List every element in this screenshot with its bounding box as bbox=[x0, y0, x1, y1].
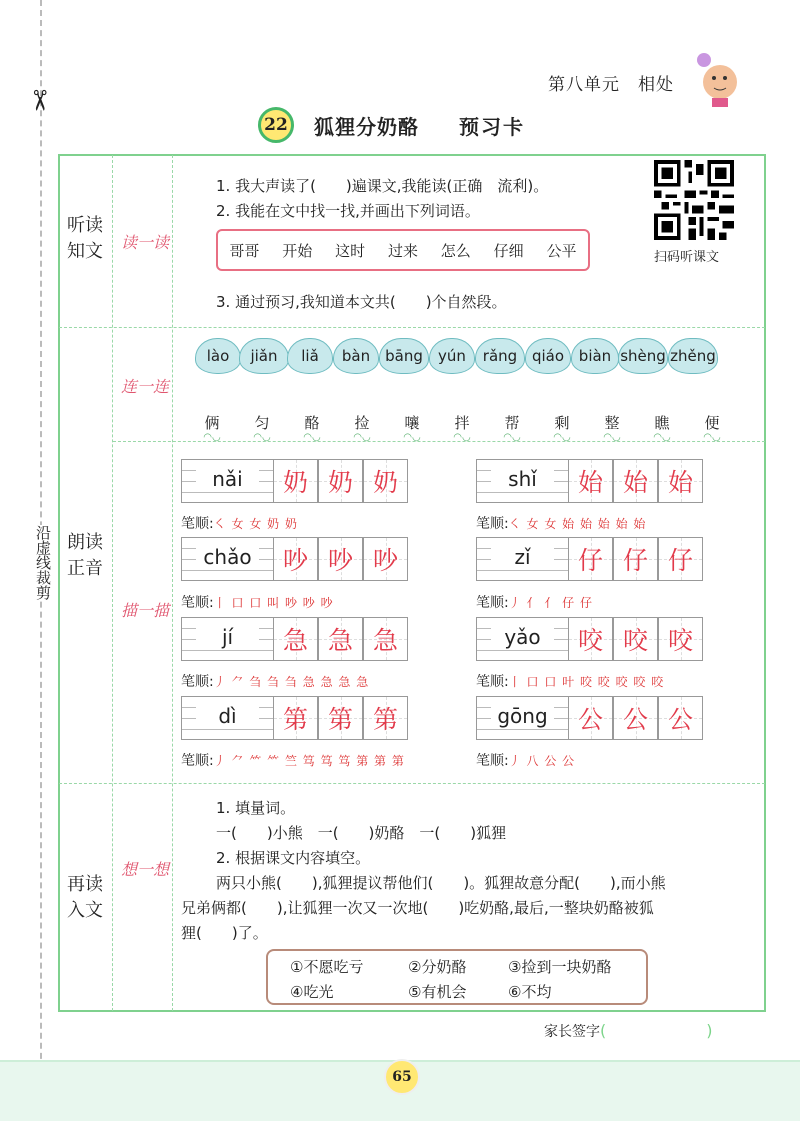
pinyin-box: dì bbox=[181, 696, 273, 740]
match-char[interactable]: 帮 bbox=[504, 414, 520, 432]
section-reread-label: 再读 入文 bbox=[67, 874, 103, 921]
trace-cell[interactable]: 急 bbox=[318, 617, 363, 661]
trace-cell[interactable]: 第 bbox=[273, 696, 318, 740]
trace-cell[interactable]: 吵 bbox=[318, 537, 363, 581]
word-list-box bbox=[216, 229, 590, 271]
trace-cell[interactable]: 急 bbox=[273, 617, 318, 661]
word-item: 过来 bbox=[387, 241, 418, 260]
fill-paragraph-line: 兄弟俩都( ),让狐狸一次又一次地( )吃奶酪,最后,一整块奶酪被狐 bbox=[181, 899, 654, 917]
match-char[interactable]: 剩 bbox=[554, 414, 570, 432]
trace-cell[interactable]: 第 bbox=[363, 696, 408, 740]
lesson-title-row bbox=[258, 108, 525, 142]
pinyin-box: nǎi bbox=[181, 459, 273, 503]
qr-code-icon[interactable] bbox=[654, 160, 734, 240]
leaf-icon: ◠◡ bbox=[303, 432, 321, 443]
trace-row-nai bbox=[181, 459, 408, 503]
leaf-icon: ◠◡ bbox=[703, 432, 721, 443]
pinyin-drop[interactable]: rǎng bbox=[475, 338, 525, 374]
trace-row-shi bbox=[476, 459, 703, 503]
lesson-subtitle: 预习卡 bbox=[459, 114, 525, 139]
leaf-icon: ◠◡ bbox=[503, 432, 521, 443]
trace-cell[interactable]: 公 bbox=[568, 696, 613, 740]
option-item: ②分奶酪 bbox=[408, 958, 467, 976]
unit-label: 第八单元 相处 bbox=[548, 75, 674, 95]
pinyin-drop[interactable]: jiǎn bbox=[239, 338, 289, 374]
trace-cell[interactable]: 公 bbox=[613, 696, 658, 740]
match-char[interactable]: 匀 bbox=[254, 414, 270, 432]
stroke-order: 笔顺:丨 口 口 叶 咬 咬 咬 咬 咬 bbox=[476, 674, 665, 690]
word-item: 仔细 bbox=[493, 241, 524, 260]
mascot-icon bbox=[694, 48, 744, 108]
match-char[interactable]: 酪 bbox=[304, 414, 320, 432]
option-item: ⑥不均 bbox=[508, 983, 552, 1001]
options-box bbox=[266, 949, 648, 1005]
match-char[interactable]: 拌 bbox=[454, 414, 470, 432]
pinyin-drop[interactable]: bàn bbox=[333, 338, 379, 374]
pinyin-drop[interactable]: zhěng bbox=[668, 338, 718, 374]
pinyin-drop[interactable]: biàn bbox=[571, 338, 619, 374]
stroke-order: 笔顺:㇛ 女 女 始 始 始 始 始 bbox=[476, 516, 647, 532]
page-number: 65 bbox=[384, 1059, 420, 1095]
option-item: ①不愿吃亏 bbox=[290, 958, 364, 976]
stroke-order: 笔顺:丨 口 口 叫 吵 吵 吵 bbox=[181, 595, 334, 611]
match-char[interactable]: 瞧 bbox=[654, 414, 670, 432]
pinyin-drop[interactable]: qiáo bbox=[525, 338, 571, 374]
pinyin-box: yǎo bbox=[476, 617, 568, 661]
trace-row-ji bbox=[181, 617, 408, 661]
stroke-order: 笔顺:丿 亻 亻 仔 仔 bbox=[476, 595, 593, 611]
parent-signature: 家长签字( ) bbox=[544, 1021, 713, 1040]
match-char[interactable]: 俩 bbox=[204, 414, 220, 432]
pinyin-box: shǐ bbox=[476, 459, 568, 503]
word-item: 哥哥 bbox=[229, 241, 260, 260]
leaf-icon: ◠◡ bbox=[253, 432, 271, 443]
option-item: ④吃光 bbox=[290, 983, 334, 1001]
match-char[interactable]: 嚷 bbox=[404, 414, 420, 432]
option-item: ③捡到一块奶酪 bbox=[508, 958, 612, 976]
trace-row-zi bbox=[476, 537, 703, 581]
trace-cell[interactable]: 吵 bbox=[273, 537, 318, 581]
word-item: 开始 bbox=[282, 241, 313, 260]
activity-think: 想一想 bbox=[120, 860, 169, 879]
trace-row-di bbox=[181, 696, 408, 740]
pinyin-drop[interactable]: shèng bbox=[618, 338, 668, 374]
trace-row-yao bbox=[476, 617, 703, 661]
match-char[interactable]: 便 bbox=[704, 414, 720, 432]
scissors-icon: ✂ bbox=[23, 88, 57, 113]
fill-paragraph-line: 狸( )了。 bbox=[181, 924, 268, 942]
stroke-order: 笔顺:㇛ 女 女 奶 奶 bbox=[181, 516, 298, 532]
trace-cell[interactable]: 吵 bbox=[363, 537, 408, 581]
fill-paragraph-line: 两只小熊( ),狐狸提议帮他们( )。狐狸故意分配( ),而小熊 bbox=[216, 874, 666, 892]
signature-field[interactable]: ( ) bbox=[600, 1021, 713, 1040]
trace-cell[interactable]: 仔 bbox=[613, 537, 658, 581]
trace-cell[interactable]: 始 bbox=[568, 459, 613, 503]
divider-col1 bbox=[112, 155, 113, 1011]
section-listen-read-label: 听读 知文 bbox=[67, 215, 103, 262]
divider-row1 bbox=[59, 327, 765, 328]
stroke-order: 笔顺:丿 ⺈ ⺮ ⺮ 竺 笃 笃 笃 第 第 第 bbox=[181, 753, 405, 769]
activity-match: 连一连 bbox=[120, 377, 169, 396]
section-pronounce-label: 朗读 正音 bbox=[67, 532, 103, 579]
pinyin-box: zǐ bbox=[476, 537, 568, 581]
word-item: 公平 bbox=[546, 241, 577, 260]
cut-instruction: 沿虚线裁剪 bbox=[26, 525, 54, 600]
trace-cell[interactable]: 仔 bbox=[658, 537, 703, 581]
leaf-icon: ◠◡ bbox=[353, 432, 371, 443]
trace-cell[interactable]: 奶 bbox=[318, 459, 363, 503]
trace-cell[interactable]: 咬 bbox=[568, 617, 613, 661]
word-item: 怎么 bbox=[440, 241, 471, 260]
qr-label: 扫码听课文 bbox=[654, 250, 720, 265]
question-1: 1. 我大声读了( )遍课文,我能读(正确 流利)。 bbox=[216, 177, 549, 195]
trace-cell[interactable]: 急 bbox=[363, 617, 408, 661]
trace-cell[interactable]: 第 bbox=[318, 696, 363, 740]
trace-row-gong bbox=[476, 696, 703, 740]
leaf-icon: ◠◡ bbox=[653, 432, 671, 443]
pinyin-box: chǎo bbox=[181, 537, 273, 581]
measure-word-line: 一( )小熊 一( )奶酪 一( )狐狸 bbox=[216, 824, 507, 842]
option-item: ⑤有机会 bbox=[408, 983, 467, 1001]
think-question-1: 1. 填量词。 bbox=[216, 799, 296, 817]
trace-cell[interactable]: 奶 bbox=[273, 459, 318, 503]
trace-cell[interactable]: 始 bbox=[658, 459, 703, 503]
pinyin-box: gōng bbox=[476, 696, 568, 740]
trace-cell[interactable]: 咬 bbox=[613, 617, 658, 661]
activity-trace: 描一描 bbox=[120, 601, 169, 620]
stroke-order: 笔顺:丿 八 公 公 bbox=[476, 753, 576, 769]
pinyin-drop[interactable]: yún bbox=[429, 338, 475, 374]
pinyin-drop[interactable]: liǎ bbox=[287, 338, 333, 374]
word-item: 这时 bbox=[335, 241, 366, 260]
match-char[interactable]: 捡 bbox=[354, 414, 370, 432]
stroke-order: 笔顺:丿 ⺈ 刍 刍 刍 急 急 急 急 bbox=[181, 674, 370, 690]
leaf-icon: ◠◡ bbox=[403, 432, 421, 443]
lesson-title: 狐狸分奶酪 bbox=[314, 114, 419, 139]
divider-col2 bbox=[172, 155, 173, 1011]
leaf-icon: ◠◡ bbox=[553, 432, 571, 443]
pinyin-drop[interactable]: bāng bbox=[379, 338, 429, 374]
trace-cell[interactable]: 始 bbox=[613, 459, 658, 503]
divider-row3 bbox=[59, 783, 765, 784]
question-2: 2. 我能在文中找一找,并画出下列词语。 bbox=[216, 202, 480, 220]
activity-read: 读一读 bbox=[120, 233, 169, 252]
trace-row-chao bbox=[181, 537, 408, 581]
leaf-icon: ◠◡ bbox=[603, 432, 621, 443]
leaf-icon: ◠◡ bbox=[453, 432, 471, 443]
trace-cell[interactable]: 咬 bbox=[658, 617, 703, 661]
leaf-icon: ◠◡ bbox=[203, 432, 221, 443]
trace-cell[interactable]: 奶 bbox=[363, 459, 408, 503]
think-question-2: 2. 根据课文内容填空。 bbox=[216, 849, 371, 867]
lesson-number-badge: 22 bbox=[258, 107, 294, 143]
question-3: 3. 通过预习,我知道本文共( )个自然段。 bbox=[216, 293, 507, 311]
pinyin-drop[interactable]: lào bbox=[195, 338, 241, 374]
trace-cell[interactable]: 仔 bbox=[568, 537, 613, 581]
trace-cell[interactable]: 公 bbox=[658, 696, 703, 740]
pinyin-box: jí bbox=[181, 617, 273, 661]
match-char[interactable]: 整 bbox=[604, 414, 620, 432]
